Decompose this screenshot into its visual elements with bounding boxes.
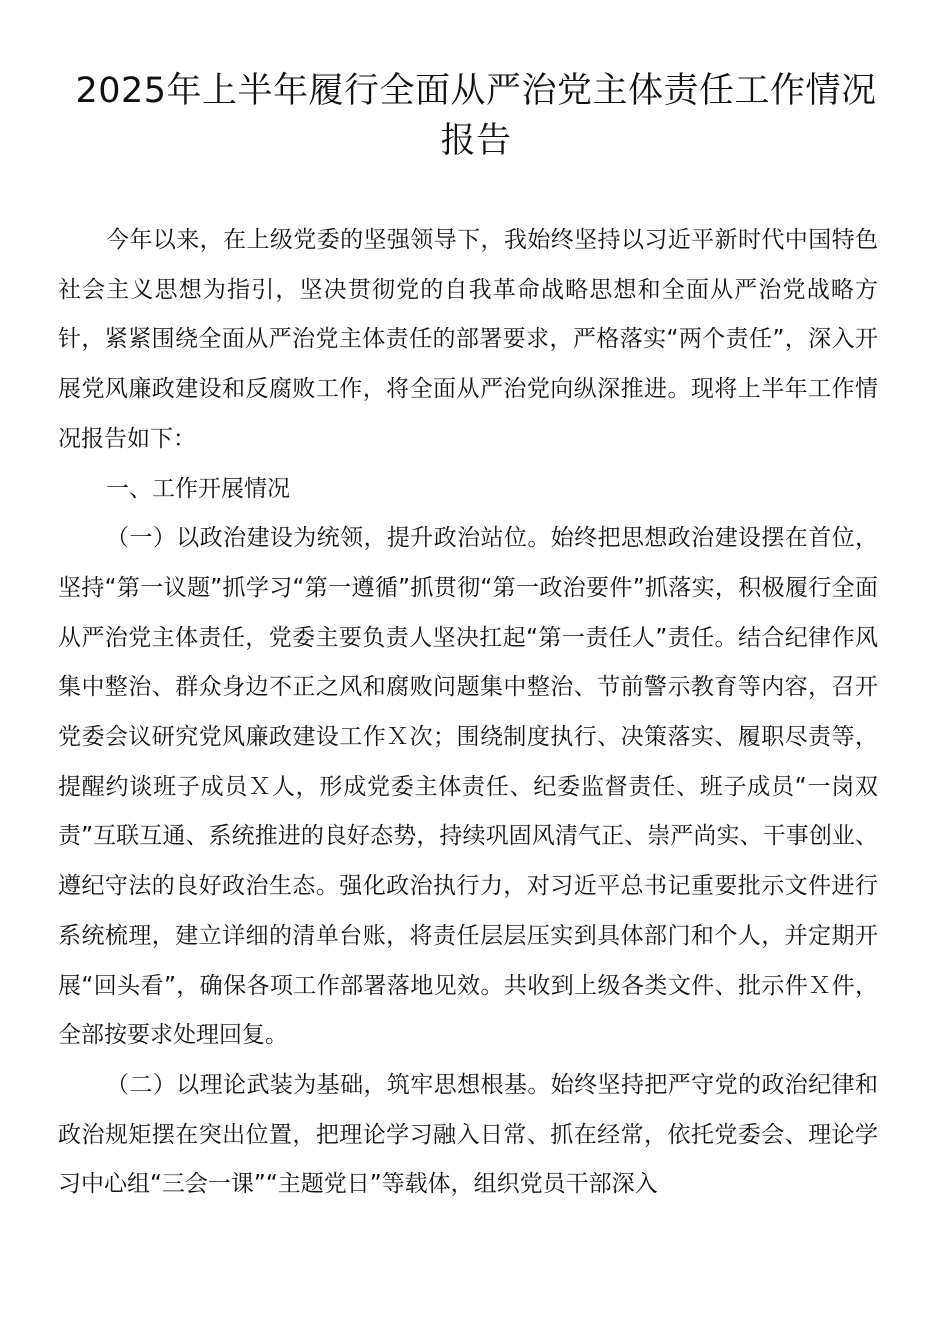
section-heading: 一、工作开展情况 xyxy=(106,475,290,502)
section-paragraph-2: （二）以理论武装为基础，筑牢思想根基。始终坚持把严守党的政治纪律和政治规矩摆在突出位置，把理论学习融入日常、抓在经常，依托党委会、理论学习中心组“三会一课”“主题党日”等载体，组织党员干部深入 xyxy=(58,1071,878,1198)
document-title: 2025年上半年履行全面从严治党主体责任工作情况报告 xyxy=(75,71,877,161)
document-body xyxy=(58,216,878,1210)
section-paragraph-1: （一）以政治建设为统领，提升政治站位。始终把思想政治建设摆在首位，坚持“第一议题”抓学习“第一遵循”抓贯彻“第一政治要件”抓落实，积极履行全面从严治党主体责任，党委主要负责人坚决扛起“第一责任人”责任。结合纪律作风集中整治、群众身边不正之风和腐败问题集中整治、节前警示教育等内容，召开党委会议研究党风廉政建设工作Ｘ次；围绕制度执行、决策落实、履职尽责等，提醒约谈班子成员Ｘ人，形成党委主体责任、纪委监督责任、班子成员“一岗双责”互联互通、系统推进的良好态势，持续巩固风清气正、崇严尚实、干事创业、遵纪守法的良好政治生态。强化政治执行力，对习近平总书记重要批示文件进行系统梳理，建立详细的清单台账，将责任层层压实到具体部门和个人，并定期开展“回头看”，确保各项工作部署落地见效。共收到上级各类文件、批示件Ｘ件，全部按要求处理回复。 xyxy=(58,525,878,1049)
intro-paragraph: 今年以来，在上级党委的坚强领导下，我始终坚持以习近平新时代中国特色社会主义思想为指引，坚决贯彻党的自我革命战略思想和全面从严治党战略方针，紧紧围绕全面从严治党主体责任的部署要求，严格落实“两个责任”，深入开展党风廉政建设和反腐败工作，将全面从严治党向纵深推进。现将上半年工作情况报告如下： xyxy=(58,227,878,452)
